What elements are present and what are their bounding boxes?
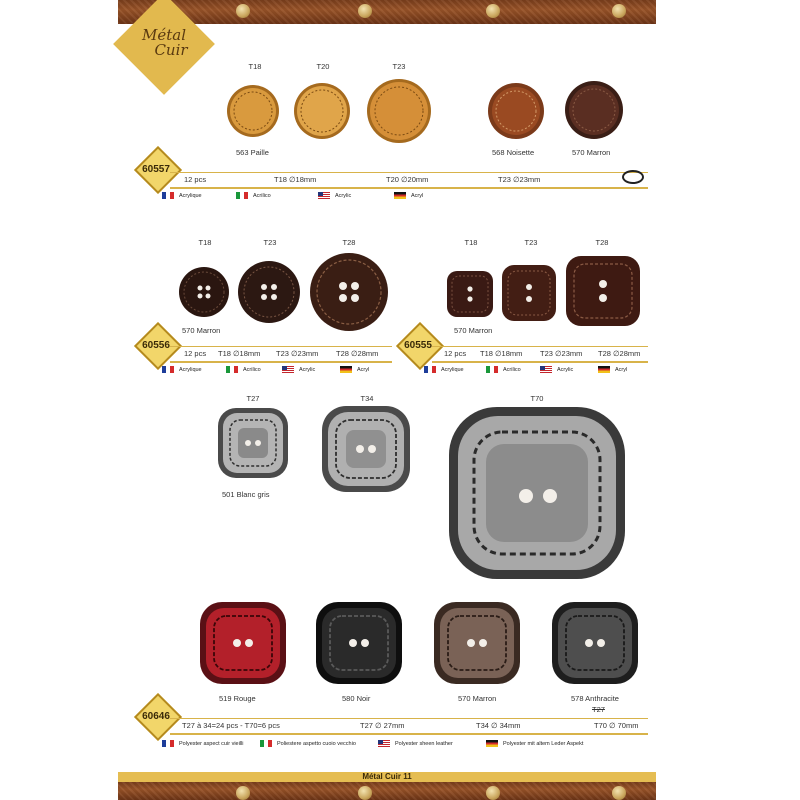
size-spec: T34 ∅ 34mm bbox=[476, 721, 521, 730]
strike-size: T27 bbox=[592, 705, 605, 714]
button-570-t28-square bbox=[565, 255, 641, 327]
button-580-t34 bbox=[314, 600, 404, 686]
brand-line2: Cuir bbox=[154, 41, 188, 59]
material-legend bbox=[162, 190, 462, 202]
size-spec: T23 ∅23mm bbox=[540, 349, 583, 358]
button-563-t23 bbox=[366, 78, 432, 144]
size-label: T18 bbox=[464, 238, 478, 247]
color-name: 570 Marron bbox=[182, 326, 221, 335]
size-label: T23 bbox=[263, 238, 277, 247]
legend-fr: Acrylique bbox=[162, 366, 202, 373]
germany-flag-icon bbox=[340, 366, 352, 373]
button-578-t34 bbox=[550, 600, 640, 686]
top-leather-band bbox=[118, 0, 656, 24]
brand-logo bbox=[128, 28, 200, 58]
legend-fr: Polyester aspect cuir vieilli bbox=[162, 740, 244, 747]
pack-qty: T27 à 34=24 pcs - T70=6 pcs bbox=[182, 721, 280, 730]
spec-bar bbox=[432, 346, 648, 363]
material-legend bbox=[424, 364, 654, 376]
color-name: 570 Marron bbox=[572, 148, 611, 157]
pack-qty: 12 pcs bbox=[184, 175, 207, 184]
size-label: T28 bbox=[595, 238, 609, 247]
color-name: 501 Blanc gris bbox=[222, 490, 270, 499]
brand-line1: Métal bbox=[141, 26, 186, 44]
legend-it: Acrilico bbox=[486, 366, 521, 373]
italy-flag-icon bbox=[226, 366, 238, 373]
color-name: 563 Paille bbox=[236, 148, 269, 157]
size-label: T18 bbox=[198, 238, 212, 247]
rivet-icon bbox=[486, 786, 500, 800]
size-spec: T27 ∅ 27mm bbox=[360, 721, 405, 730]
button-501-t27 bbox=[216, 406, 290, 480]
size-spec: T23 ∅23mm bbox=[498, 175, 541, 184]
size-spec: T28 ∅28mm bbox=[598, 349, 641, 358]
button-563-t20 bbox=[293, 82, 351, 140]
rivet-icon bbox=[236, 786, 250, 800]
spec-bar bbox=[170, 346, 392, 363]
button-570-t28-round bbox=[309, 252, 389, 332]
button-563-t18 bbox=[226, 84, 280, 138]
pack-qty: 12 pcs bbox=[444, 349, 467, 358]
legend-us: Acrylic bbox=[282, 366, 315, 373]
usa-flag-icon bbox=[282, 366, 294, 373]
product-code: 60555 bbox=[404, 340, 432, 351]
legend-de: Polyester mit altem Leder Aspekt bbox=[486, 740, 583, 747]
germany-flag-icon bbox=[486, 740, 498, 747]
legend-fr: Acrylique bbox=[424, 366, 464, 373]
spec-bar bbox=[170, 172, 648, 189]
material-legend bbox=[162, 738, 652, 750]
italy-flag-icon bbox=[236, 192, 248, 199]
button-568-t18 bbox=[487, 82, 545, 140]
product-code: 60556 bbox=[142, 340, 170, 351]
legend-us: Polyester sheen leather bbox=[378, 740, 453, 747]
product-code: 60557 bbox=[142, 164, 170, 175]
size-label: T23 bbox=[524, 238, 538, 247]
legend-fr: Acrylique bbox=[162, 192, 202, 199]
italy-flag-icon bbox=[486, 366, 498, 373]
size-spec: T18 ∅18mm bbox=[218, 349, 261, 358]
button-570-t18-square bbox=[446, 270, 494, 318]
italy-flag-icon bbox=[260, 740, 272, 747]
product-code: 60646 bbox=[142, 711, 170, 722]
legend-de: Acryl bbox=[340, 366, 369, 373]
size-spec: T28 ∅28mm bbox=[336, 349, 379, 358]
button-501-t70 bbox=[446, 404, 628, 582]
size-spec: T18 ∅18mm bbox=[274, 175, 317, 184]
france-flag-icon bbox=[162, 192, 174, 199]
legend-de: Acryl bbox=[598, 366, 627, 373]
button-570-t23-square bbox=[501, 264, 557, 322]
size-spec: T70 ∅ 70mm bbox=[594, 721, 639, 730]
germany-flag-icon bbox=[394, 192, 406, 199]
legend-it: Acrilico bbox=[236, 192, 271, 199]
legend-it: Poliestere aspetto cuoio vecchio bbox=[260, 740, 356, 747]
france-flag-icon bbox=[162, 740, 174, 747]
size-label: T20 bbox=[316, 62, 330, 71]
legend-de: Acryl bbox=[394, 192, 423, 199]
color-name: 580 Noir bbox=[342, 694, 371, 703]
size-spec: T20 ∅20mm bbox=[386, 175, 429, 184]
color-name: 578 Anthracite bbox=[571, 694, 619, 703]
size-label: T23 bbox=[392, 62, 406, 71]
hook-icon bbox=[622, 170, 644, 184]
rivet-icon bbox=[612, 786, 626, 800]
spec-bar bbox=[170, 718, 648, 735]
legend-us: Acrylic bbox=[540, 366, 573, 373]
size-label: T70 bbox=[530, 394, 544, 403]
color-name: 570 Marron bbox=[454, 326, 493, 335]
legend-it: Acrilico bbox=[226, 366, 261, 373]
color-name: 568 Noisette bbox=[492, 148, 535, 157]
rivet-icon bbox=[358, 786, 372, 800]
button-570-t18-round bbox=[178, 266, 230, 318]
usa-flag-icon bbox=[318, 192, 330, 199]
rivet-icon bbox=[358, 4, 372, 18]
rivet-icon bbox=[486, 4, 500, 18]
usa-flag-icon bbox=[540, 366, 552, 373]
size-label: T18 bbox=[248, 62, 262, 71]
size-label: T34 bbox=[360, 394, 374, 403]
color-name: 519 Rouge bbox=[219, 694, 256, 703]
material-legend bbox=[162, 364, 392, 376]
usa-flag-icon bbox=[378, 740, 390, 747]
france-flag-icon bbox=[424, 366, 436, 373]
legend-us: Acrylic bbox=[318, 192, 351, 199]
size-spec: T18 ∅18mm bbox=[480, 349, 523, 358]
button-570-t34 bbox=[432, 600, 522, 686]
button-570-t23-round bbox=[237, 260, 301, 324]
footer-title: Métal Cuir 11 bbox=[118, 772, 656, 782]
rivet-icon bbox=[236, 4, 250, 18]
color-name: 570 Marron bbox=[458, 694, 497, 703]
rivet-icon bbox=[612, 4, 626, 18]
size-label: T27 bbox=[246, 394, 260, 403]
germany-flag-icon bbox=[598, 366, 610, 373]
size-spec: T23 ∅23mm bbox=[276, 349, 319, 358]
bottom-leather-band bbox=[118, 782, 656, 800]
france-flag-icon bbox=[162, 366, 174, 373]
button-519-t34 bbox=[198, 600, 288, 686]
size-label: T28 bbox=[342, 238, 356, 247]
button-501-t34 bbox=[320, 404, 412, 494]
pack-qty: 12 pcs bbox=[184, 349, 207, 358]
button-570-t23 bbox=[564, 80, 624, 140]
